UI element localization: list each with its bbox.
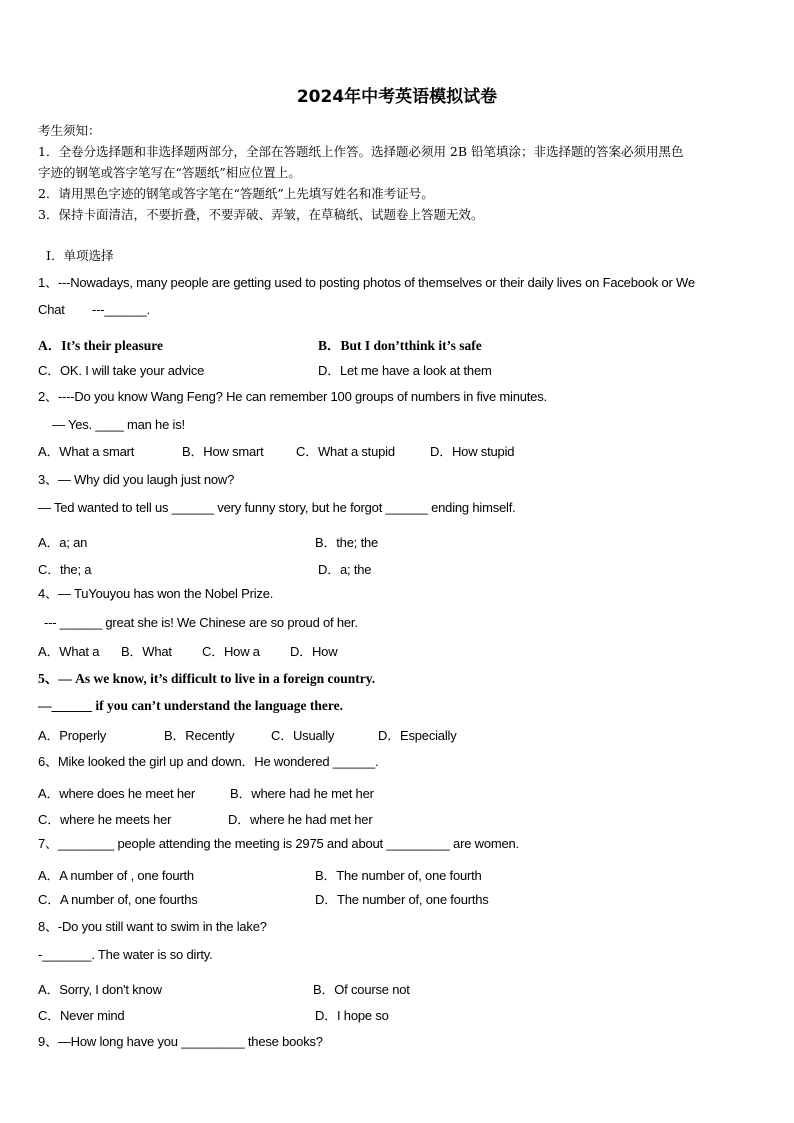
notice-line-3: 3．保持卡面清洁，不要折叠，不要弄破、弄皱，在草稿纸、试题卷上答题无效。 (38, 207, 484, 222)
question-6-stem: 6、Mike looked the girl up and down．He wondered ______. (38, 754, 379, 769)
question-2-option-b: B．How smart (182, 444, 264, 459)
question-5-stem: 5、— As we know, it’s difficult to live in a foreign country. (38, 671, 376, 686)
question-1-stem-2: Chat ---______. (38, 302, 150, 317)
question-5-option-b: B．Recently (164, 728, 235, 743)
question-1-option-d: D．Let me have a look at them (318, 363, 492, 378)
question-5-stem-2: —______ if you can’t understand the language there. (38, 698, 344, 713)
question-8-stem: 8、-Do you still want to swim in the lake? (38, 919, 267, 934)
question-3-stem: 3、— Why did you laugh just now? (38, 472, 235, 487)
question-8-option-d: D．I hope so (315, 1008, 389, 1023)
question-6-option-a: A．where does he meet her (38, 786, 196, 801)
question-3-option-b: B．the; the (315, 535, 379, 550)
question-4-stem: 4、— TuYouyou has won the Nobel Prize. (38, 586, 274, 601)
page-title: 2024年中考英语模拟试卷 (296, 87, 498, 107)
question-8-option-a: A．Sorry, I don't know (38, 982, 162, 997)
question-2-option-d: D．How stupid (430, 444, 515, 459)
question-3-option-d: D．a; the (318, 562, 372, 577)
question-2-option-a: A．What a smart (38, 444, 135, 459)
notice-line-2: 2．请用黑色字迹的钢笔或答字笔在“答题纸”上先填写姓名和准考证号。 (38, 186, 434, 201)
question-5-option-a: A．Properly (38, 728, 107, 743)
question-7-stem: 7、________ people attending the meeting is 2975 and about _________ are women. (38, 836, 519, 851)
question-5-option-d: D．Especially (378, 728, 457, 743)
question-9-stem: 9、—How long have you _________ these books? (38, 1034, 323, 1049)
question-5-option-c: C．Usually (271, 728, 335, 743)
section-heading: Ⅰ．单项选择 (46, 248, 114, 263)
question-6-option-d: D．where he had met her (228, 812, 373, 827)
question-7-option-d: D．The number of, one fourths (315, 892, 489, 907)
question-7-option-b: B．The number of, one fourth (315, 868, 482, 883)
question-4-option-c: C．How a (202, 644, 260, 659)
question-8-option-c: C．Never mind (38, 1008, 125, 1023)
question-8-option-b: B．Of course not (313, 982, 410, 997)
question-3-option-a: A．a; an (38, 535, 88, 550)
question-3-stem-2: — Ted wanted to tell us ______ very funny story, but he forgot ______ ending himself. (38, 500, 516, 515)
question-6-option-b: B．where had he met her (230, 786, 374, 801)
question-2-stem-2: — Yes. ____ man he is! (52, 417, 185, 432)
question-2-stem: 2、----Do you know Wang Feng? He can remember 100 groups of numbers in five minutes. (38, 389, 547, 404)
question-3-option-c: C．the; a (38, 562, 92, 577)
question-4-option-b: B．What (121, 644, 172, 659)
question-1-option-b: B．But I don’tthink it’s safe (318, 338, 482, 353)
question-7-option-c: C．A number of, one fourths (38, 892, 198, 907)
notice-line-1: 1．全卷分选择题和非选择题两部分，全部在答题纸上作答。选择题必须用 2B 铅笔填涂；非选择题的答案必须用黑色 (38, 144, 684, 159)
notice-heading: 考生须知： (38, 123, 101, 138)
question-8-stem-2: -_______. The water is so dirty. (38, 947, 213, 962)
question-1-option-a: A．It’s their pleasure (38, 338, 163, 353)
question-1-stem: 1、---Nowadays, many people are getting used to posting photos of themselves or their daily lives on Facebook or We (38, 275, 695, 290)
question-1-option-c: C．OK. I will take your advice (38, 363, 205, 378)
question-7-option-a: A．A number of , one fourth (38, 868, 194, 883)
question-2-option-c: C．What a stupid (296, 444, 395, 459)
question-4-stem-2: --- ______ great she is! We Chinese are so proud of her. (44, 615, 358, 630)
question-6-option-c: C．where he meets her (38, 812, 172, 827)
question-4-option-d: D．How (290, 644, 338, 659)
notice-line-1b: 字迹的钢笔或答字笔写在“答题纸”相应位置上。 (38, 165, 301, 180)
question-4-option-a: A．What a (38, 644, 100, 659)
